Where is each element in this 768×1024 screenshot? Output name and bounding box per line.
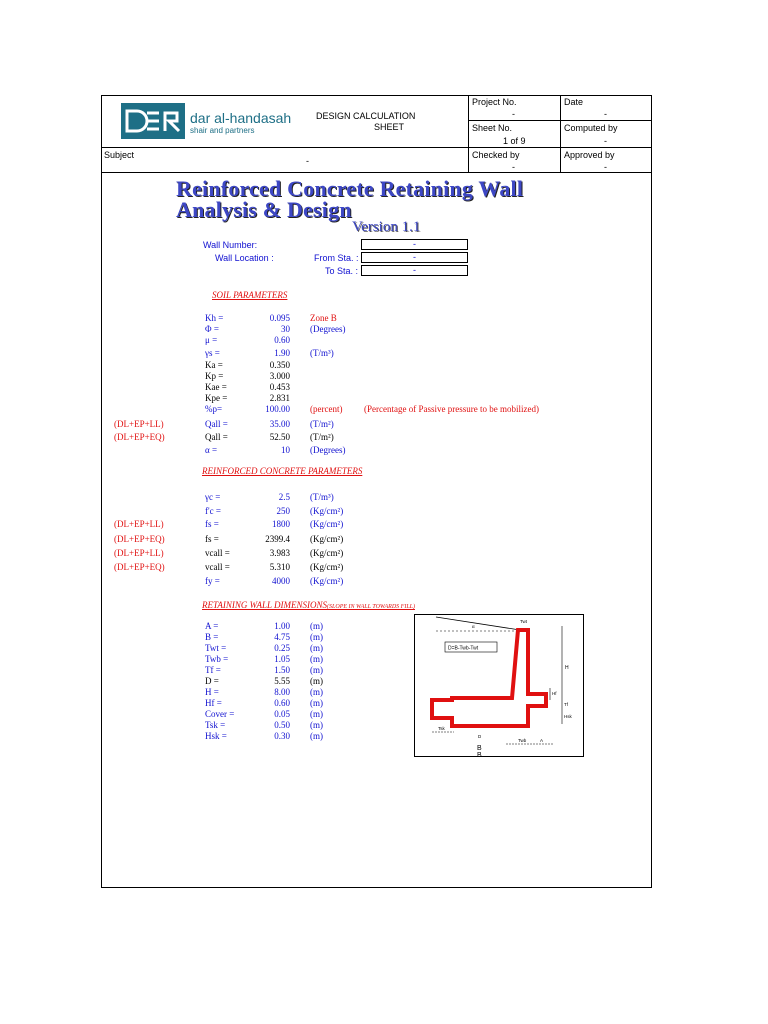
company-logo — [121, 103, 185, 139]
load-combination-label: (DL+EP+EQ) — [114, 534, 165, 544]
dimension-value[interactable]: 5.55 — [274, 676, 290, 686]
a-label: A — [540, 738, 544, 743]
wall-number-label: Wall Number: — [203, 240, 258, 250]
soil-param-label: Kae = — [205, 382, 227, 392]
concrete-param-label: vcall = — [205, 562, 230, 572]
h-label: H — [565, 665, 569, 671]
dimension-value[interactable]: 0.05 — [274, 709, 290, 719]
soil-param-label: μ = — [205, 335, 218, 345]
tsk-label: Tsk — [438, 726, 445, 731]
concrete-param-label: fs = — [205, 534, 219, 544]
load-combination-label: (DL+EP+LL) — [114, 548, 164, 558]
soil-param-label: %p= — [205, 404, 223, 414]
concrete-param-value[interactable]: 2.5 — [278, 492, 290, 502]
dimension-label: Tsk = — [205, 720, 226, 730]
to-sta-field[interactable]: - — [361, 265, 468, 276]
dimension-label: B = — [205, 632, 219, 642]
dimensions-heading-text: RETAINING WALL DIMENSIONS — [202, 600, 328, 610]
dimension-unit: (m) — [310, 698, 323, 708]
soil-param-value[interactable]: 52.50 — [269, 432, 290, 442]
dimension-label: Twt = — [205, 643, 227, 653]
approved-by-value: - — [604, 162, 607, 172]
formula-text: D=B-Twb-Twt — [448, 645, 479, 652]
sheet-no-value: 1 of 9 — [503, 136, 526, 146]
dimension-value[interactable]: 0.30 — [274, 731, 290, 741]
concrete-param-value[interactable]: 250 — [276, 506, 290, 516]
twt-label: Twt — [520, 619, 528, 624]
passive-pressure-note: (Percentage of Passive pressure to be mobilized) — [364, 404, 539, 414]
soil-param-label: Kp = — [205, 371, 224, 381]
computed-by-label: Computed by — [564, 123, 618, 133]
title-line2: Analysis & Design — [176, 197, 352, 222]
soil-param-label: Qall = — [205, 432, 228, 442]
twb-label: Twb — [518, 738, 527, 743]
company-subtitle: shair and partners — [190, 126, 255, 135]
retaining-wall-diagram — [414, 614, 584, 757]
concrete-param-unit: (T/m³) — [310, 492, 334, 502]
concrete-param-unit: (Kg/cm²) — [310, 576, 344, 586]
soil-param-label: α = — [205, 445, 218, 455]
wall-location-label: Wall Location : — [215, 253, 274, 263]
subject-value: - — [306, 156, 309, 166]
load-combination-label: (DL+EP+EQ) — [114, 432, 165, 442]
sheet-no-label: Sheet No. — [472, 123, 513, 133]
soil-param-unit: (Degrees) — [310, 445, 346, 455]
dimension-unit: (m) — [310, 665, 323, 675]
dimension-value[interactable]: 4.75 — [274, 632, 290, 642]
dimension-unit: (m) — [310, 687, 323, 697]
soil-param-unit: (T/m²) — [310, 432, 334, 442]
hf-label: Hf — [552, 691, 557, 696]
soil-parameters-heading: SOIL PARAMETERS — [212, 290, 288, 300]
soil-param-label: Qall = — [205, 419, 228, 429]
b-label-2: B — [477, 752, 482, 757]
soil-param-value[interactable]: 0.350 — [269, 360, 290, 370]
doc-type-line2: SHEET — [374, 122, 405, 132]
hsk-label: Hsk — [564, 714, 572, 719]
soil-param-value[interactable]: 30 — [281, 324, 290, 334]
concrete-param-value[interactable]: 3.983 — [269, 548, 290, 558]
dimension-label: H = — [205, 687, 219, 697]
dimension-value[interactable]: 0.50 — [274, 720, 290, 730]
dimension-label: Tf = — [205, 665, 221, 675]
dimension-value[interactable]: 1.00 — [274, 621, 290, 631]
soil-param-label: γs = — [205, 348, 220, 358]
wall-number-field[interactable]: - — [361, 239, 468, 250]
soil-param-unit: (T/m³) — [310, 348, 334, 358]
logo-mark-icon — [121, 103, 185, 139]
checked-by-value: - — [512, 162, 515, 172]
dimension-label: Cover = — [205, 709, 235, 719]
dimension-label: D = — [205, 676, 219, 686]
dimension-unit: (m) — [310, 731, 323, 741]
project-no-label: Project No. — [472, 97, 517, 107]
dimension-label: A = — [205, 621, 219, 631]
header-col-divider-1 — [468, 95, 469, 172]
soil-param-value[interactable]: 10 — [281, 445, 290, 455]
soil-param-unit: Zone B — [310, 313, 337, 323]
diagram-frame — [415, 615, 584, 757]
concrete-param-label: fy = — [205, 576, 220, 586]
concrete-param-value[interactable]: 2399.4 — [265, 534, 290, 544]
concrete-param-label: vcall = — [205, 548, 230, 558]
soil-param-value[interactable]: 2.831 — [269, 393, 290, 403]
dimension-value[interactable]: 1.05 — [274, 654, 290, 664]
dimension-unit: (m) — [310, 643, 323, 653]
from-sta-label: From Sta. : — [314, 253, 359, 263]
concrete-param-value[interactable]: 1800 — [272, 519, 290, 529]
computed-by-value: - — [604, 136, 607, 146]
header-divider — [101, 147, 652, 148]
concrete-param-label: fs = — [205, 519, 219, 529]
version-label: Version 1.1 — [352, 219, 421, 235]
concrete-param-value[interactable]: 5.310 — [269, 562, 290, 572]
dimension-unit: (m) — [310, 621, 323, 631]
dimension-unit: (m) — [310, 709, 323, 719]
dimension-unit: (m) — [310, 654, 323, 664]
alpha-label: α — [472, 625, 475, 630]
dimension-value[interactable]: 0.60 — [274, 698, 290, 708]
doc-type-line1: DESIGN CALCULATION — [316, 111, 416, 121]
header-col-divider-2 — [560, 95, 561, 172]
soil-param-value[interactable]: 100.00 — [265, 404, 290, 414]
concrete-param-value[interactable]: 4000 — [272, 576, 290, 586]
soil-param-value[interactable]: 0.095 — [269, 313, 290, 323]
concrete-param-label: γc = — [205, 492, 221, 502]
soil-param-label: Ka = — [205, 360, 223, 370]
dimension-value[interactable]: 0.25 — [274, 643, 290, 653]
dimension-unit: (m) — [310, 720, 323, 730]
to-sta-label: To Sta. : — [325, 266, 359, 276]
dimension-unit: (m) — [310, 676, 323, 686]
date-label: Date — [564, 97, 584, 107]
from-sta-field[interactable]: - — [361, 252, 468, 263]
subject-label: Subject — [104, 150, 135, 160]
dimensions-heading-note: (SLOPE IN WALL TOWARDS FILL) — [327, 604, 415, 610]
dimension-label: Hsk = — [205, 731, 227, 741]
concrete-param-label: f'c = — [205, 506, 221, 516]
soil-param-value[interactable]: 3.000 — [269, 371, 290, 381]
title-line1: Reinforced Concrete Retaining Wall — [176, 176, 524, 201]
load-combination-label: (DL+EP+EQ) — [114, 562, 165, 572]
concrete-param-unit: (Kg/cm²) — [310, 534, 344, 544]
tf-label: Tf — [564, 702, 568, 707]
d-label: D — [478, 734, 482, 739]
soil-param-unit: (percent) — [310, 404, 343, 414]
soil-param-unit: (Degrees) — [310, 324, 346, 334]
project-no-value: - — [512, 109, 515, 119]
soil-param-label: Φ = — [205, 324, 219, 334]
dimension-unit: (m) — [310, 632, 323, 642]
date-value: - — [604, 109, 607, 119]
soil-param-value[interactable]: 35.00 — [269, 419, 290, 429]
dimension-label: Twb = — [205, 654, 229, 664]
concrete-param-unit: (Kg/cm²) — [310, 548, 344, 558]
dimension-value[interactable]: 1.50 — [274, 665, 290, 675]
soil-param-label: Kpe = — [205, 393, 228, 403]
soil-param-value[interactable]: 0.453 — [269, 382, 290, 392]
soil-param-unit: (T/m²) — [310, 419, 334, 429]
soil-param-value[interactable]: 0.60 — [274, 335, 290, 345]
soil-param-label: Kh = — [205, 313, 224, 323]
concrete-parameters-heading: REINFORCED CONCRETE PARAMETERS — [202, 466, 363, 476]
checked-by-label: Checked by — [472, 150, 520, 160]
load-combination-label: (DL+EP+LL) — [114, 419, 164, 429]
dimension-label: Hf = — [205, 698, 222, 708]
header-bottom-divider — [101, 172, 652, 173]
approved-by-label: Approved by — [564, 150, 615, 160]
concrete-param-unit: (Kg/cm²) — [310, 506, 344, 516]
dimensions-heading — [202, 600, 415, 610]
concrete-param-unit: (Kg/cm²) — [310, 562, 344, 572]
b-label: B — [477, 745, 482, 752]
dimension-value[interactable]: 8.00 — [274, 687, 290, 697]
company-name: dar al-handasah — [190, 110, 292, 126]
load-combination-label: (DL+EP+LL) — [114, 519, 164, 529]
soil-param-value[interactable]: 1.90 — [274, 348, 290, 358]
concrete-param-unit: (Kg/cm²) — [310, 519, 344, 529]
